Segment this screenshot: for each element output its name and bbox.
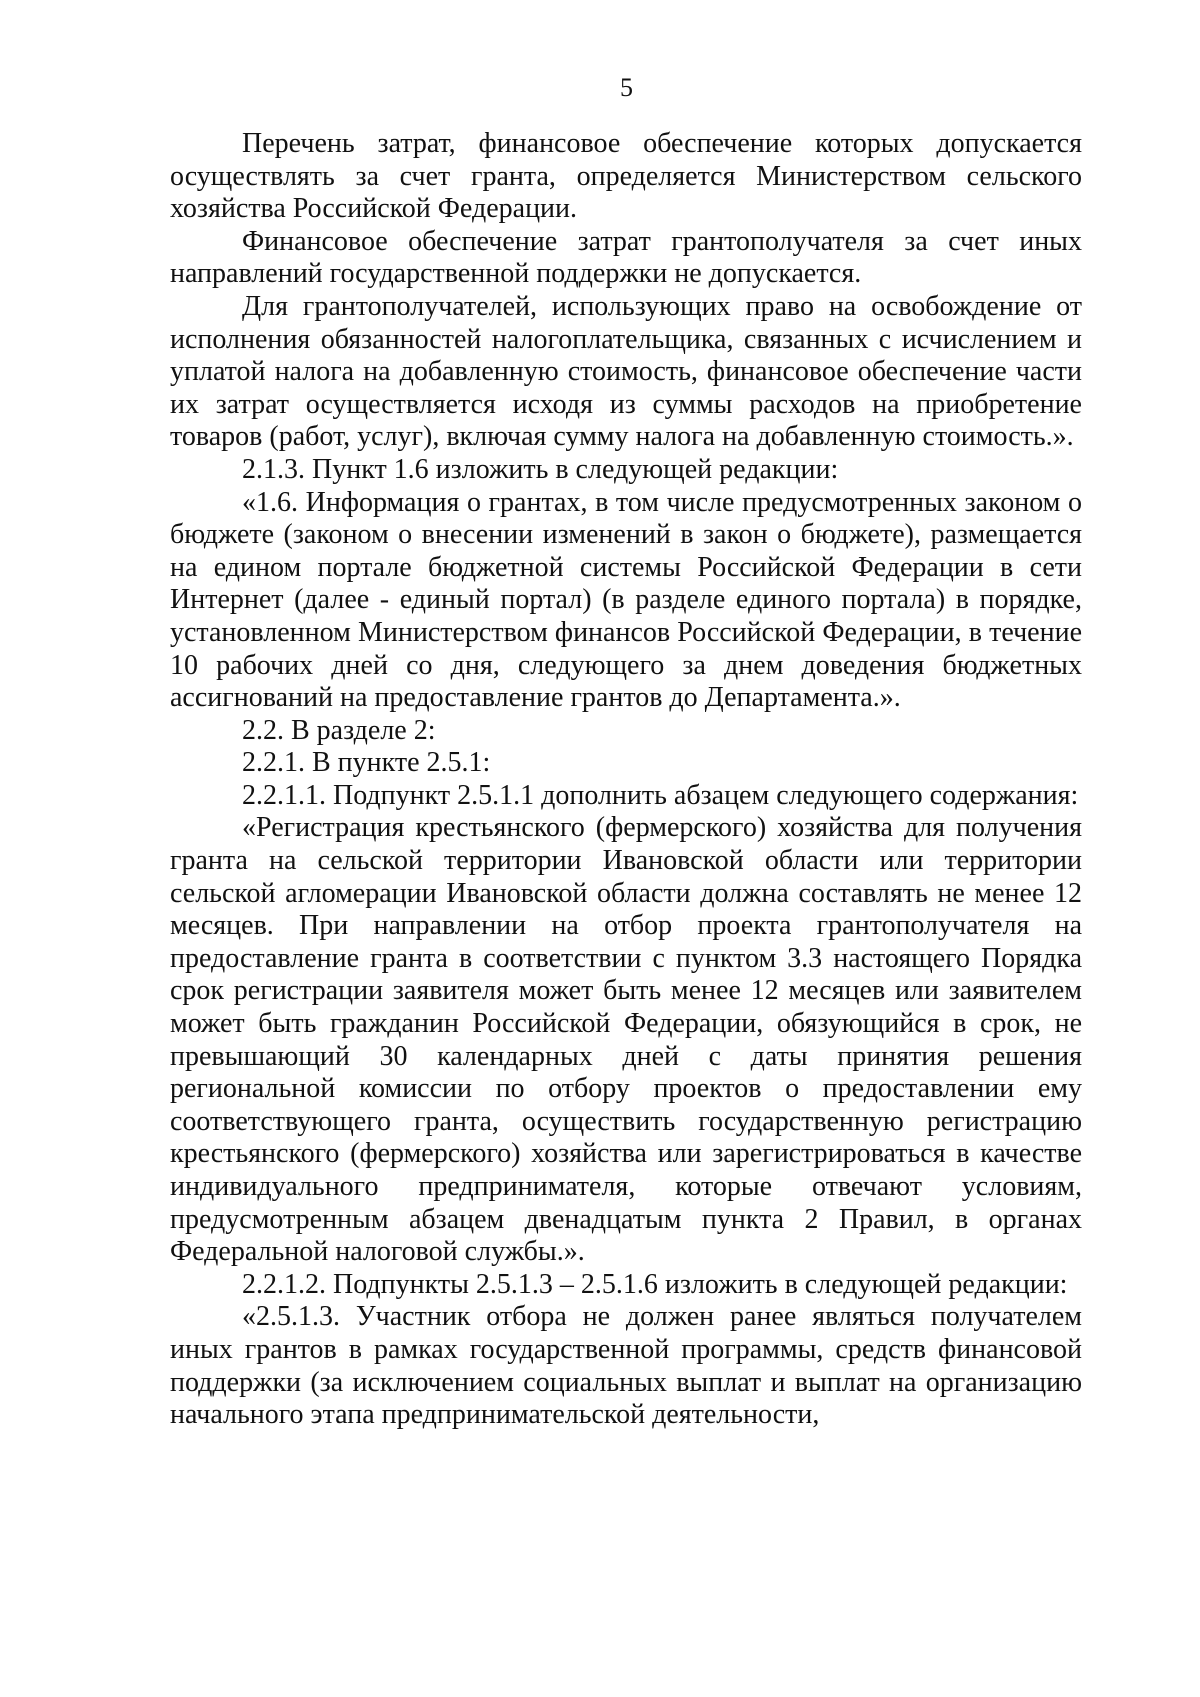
paragraph-2-1-3: 2.1.3. Пункт 1.6 изложить в следующей редакции: — [242, 453, 839, 485]
paragraph-farm-registration: «Регистрация крестьянского (фермерского) хозяйства для получения гранта на сельской территории Ивановской области или территории сельской агломерации Ивановской области должна составлять не менее 12 месяцев. При направлении на отбор проекта грантополучателя на предоставление гранта в соответствии с пунктом 3.3 настоящего Порядка срок регистрации заявителя может быть менее 12 месяцев или заявителем может быть гражданин Российской Федерации, обязующийся в срок, не превышающий 30 календарных дней с даты принятия решения региональной комиссии по отбору проектов о предоставлении ему соответствующего гранта, осуществить государственную регистрацию крестьянского (фермерского) хозяйства или зарегистрироваться в качестве индивидуального предпринимателя, которые отвечают условиям, предусмотренным абзацем двенадцатым пункта 2 Правил, в органах Федеральной налоговой службы.». — [170, 812, 1082, 1268]
paragraph-2-5-1-3: «2.5.1.3. Участник отбора не должен ранее являться получателем иных грантов в рамках государственной программы, средств финансовой поддержки (за исключением социальных выплат и выплат на организацию начального этапа предпринимательской деятельности, — [170, 1301, 1082, 1431]
paragraph-1-6: «1.6. Информация о грантах, в том числе предусмотренных законом о бюджете (законом о внесении изменений в закон о бюджете), размещается на едином портале бюджетной системы Российской Федерации в сети Интернет (далее - единый портал) (в разделе единого портала) в порядке, установленном Министерством финансов Российской Федерации, в течение 10 рабочих дней со дня, следующего за днем доведения бюджетных ассигнований на предоставление грантов до Департамента.». — [170, 486, 1082, 714]
paragraph-other-support: Финансовое обеспечение затрат грантополучателя за счет иных направлений государственной поддержки не допускается. — [170, 225, 1082, 290]
paragraph-2-2-1-2: 2.2.1.2. Подпункты 2.5.1.3 – 2.5.1.6 изложить в следующей редакции: — [242, 1268, 1068, 1300]
paragraph-2-2: 2.2. В разделе 2: — [242, 714, 436, 746]
paragraph-cost-list: Перечень затрат, финансовое обеспечение которых допускается осуществлять за счет гранта, определяется Министерством сельского хозяйства Российской Федерации. — [170, 128, 1082, 225]
paragraph-2-2-1: 2.2.1. В пункте 2.5.1: — [242, 747, 491, 779]
page-number: 5 — [620, 73, 633, 102]
document-body — [170, 128, 1082, 1432]
paragraph-2-2-1-1: 2.2.1.1. Подпункт 2.5.1.1 дополнить абзацем следующего содержания: — [242, 779, 1079, 811]
paragraph-vat-exemption: Для грантополучателей, использующих право на освобождение от исполнения обязанностей налогоплательщика, связанных с исчислением и уплатой налога на добавленную стоимость, финансовое обеспечение части их затрат осуществляется исходя из суммы расходов на приобретение товаров (работ, услуг), включая сумму налога на добавленную стоимость.». — [170, 290, 1082, 453]
